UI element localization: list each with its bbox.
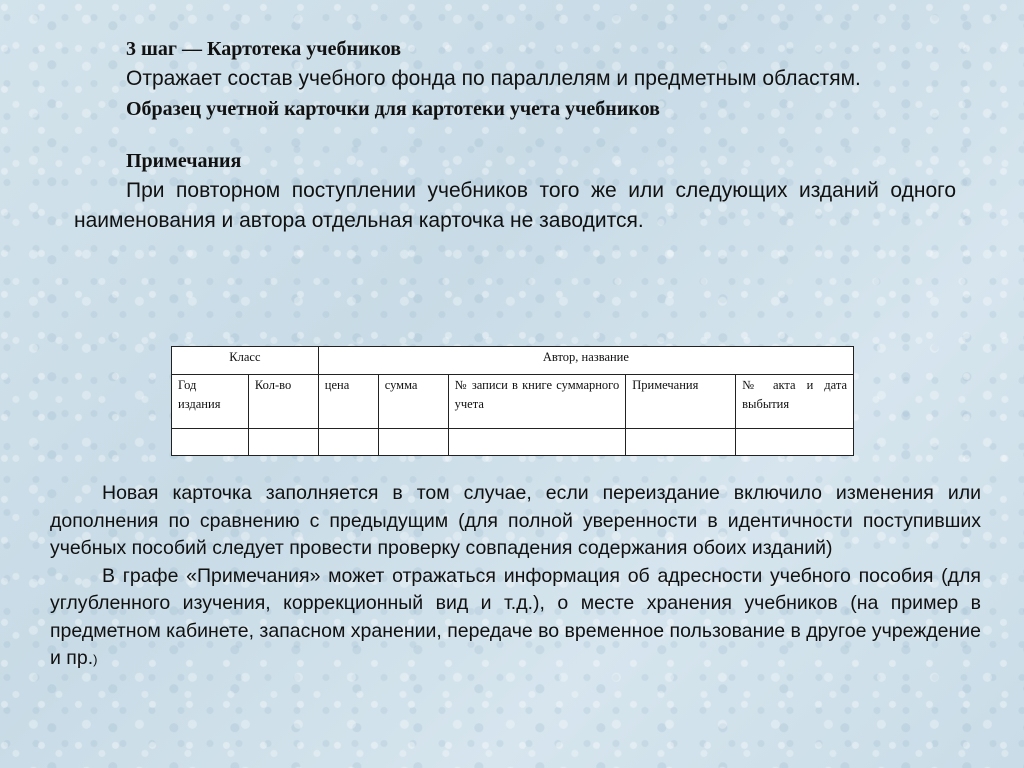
step-heading: 3 шаг — Картотека учебников — [126, 38, 402, 60]
bottom-text-block — [50, 480, 981, 674]
author-title-header-cell: Автор, название — [318, 347, 853, 375]
notes-column-paragraph — [50, 563, 981, 674]
empty-cell — [248, 429, 318, 456]
empty-cell — [626, 429, 736, 456]
top-text-block — [74, 34, 956, 236]
table-row — [172, 429, 854, 456]
column-header-price: цена — [318, 375, 378, 429]
column-header-notes: Примечания — [626, 375, 736, 429]
closing-parenthesis: ) — [93, 652, 98, 667]
column-header-sum: сумма — [378, 375, 448, 429]
spacer — [74, 124, 956, 146]
column-header-quantity: Кол-во — [248, 375, 318, 429]
empty-cell — [318, 429, 378, 456]
new-card-paragraph: Новая карточка заполняется в том случае, если переиздание включило изменения или дополнения по сравнению с предыдущим (для полной уверенности в идентичности поступивших учебных пособий следует провести проверку совпадения содержания обоих изданий) — [50, 482, 981, 559]
empty-cell — [736, 429, 854, 456]
record-card-table — [171, 346, 854, 456]
empty-cell — [378, 429, 448, 456]
table-row — [172, 375, 854, 429]
notes-text: При повторном поступлении учебников того же или следующих изданий одного наименования и автора отдельная карточка не заводится. — [74, 179, 956, 232]
step-description: Отражает состав учебного фонда по параллелям и предметным областям. — [126, 67, 861, 90]
class-header-cell: Класс — [172, 347, 319, 375]
empty-cell — [172, 429, 249, 456]
notes-heading: Примечания — [126, 150, 242, 172]
column-header-act-number: № акта и дата выбытия — [736, 375, 854, 429]
column-header-record-number: № записи в книге суммарного учета — [448, 375, 626, 429]
column-header-year: Год издания — [172, 375, 249, 429]
notes-column-text: В графе «Примечания» может отражаться информация об адресности учебного пособия (для углубленного изучения, коррекционный вид и т.д.), о месте хранения учебников (на пример в предметном кабинете, запасном хранении, передаче во временное пользование в другое учреждение и пр. — [50, 564, 981, 669]
empty-cell — [448, 429, 626, 456]
table-row — [172, 347, 854, 375]
sample-card-heading: Образец учетной карточки для картотеки учета учебников — [126, 98, 660, 120]
